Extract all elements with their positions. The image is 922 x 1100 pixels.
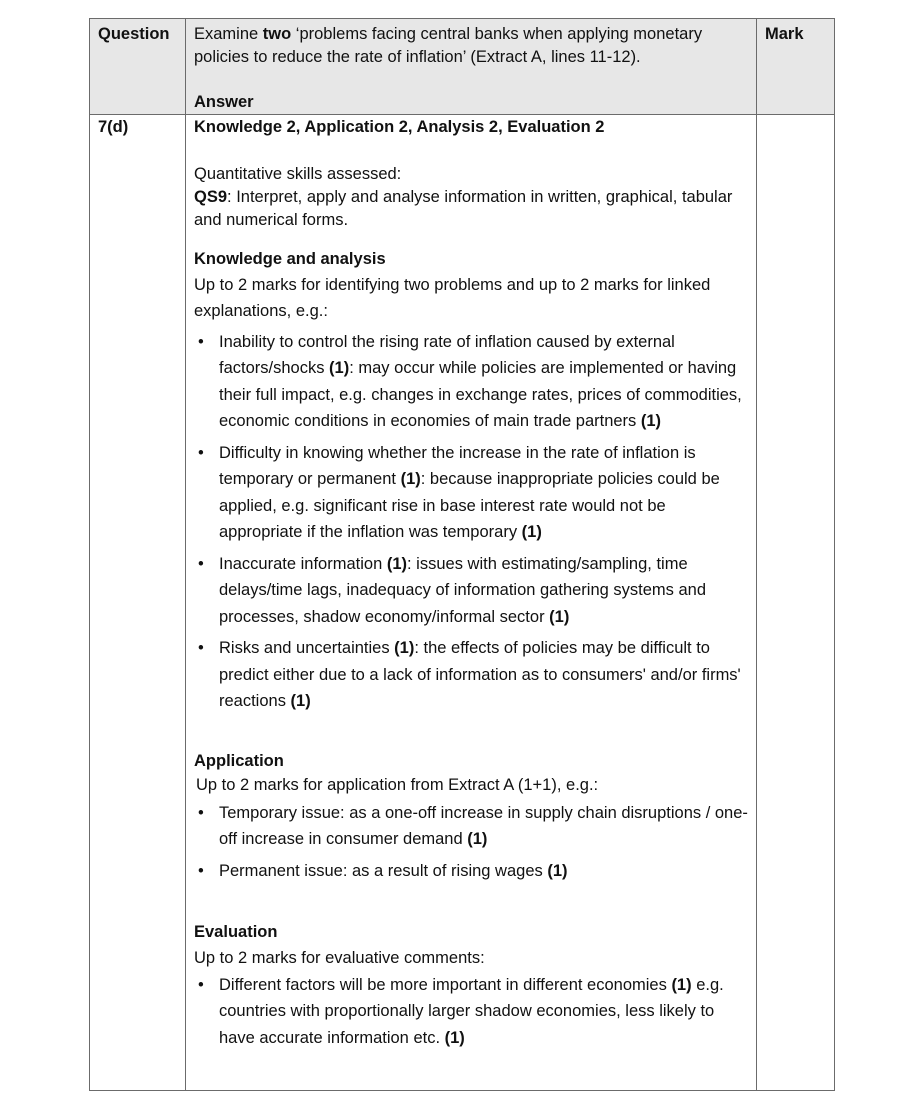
list-item [194,972,748,1052]
table-row [90,114,835,1090]
bullet-icon: • [198,803,204,822]
bullet-icon: • [198,443,204,462]
knowledge-analysis-intro: Up to 2 marks for identifying two problems and up to 2 marks for linked explanations, e.g.: [194,275,711,320]
bullet-text: Temporary issue: as a one-off increase in supply chain disruptions / one-off increase in consumer demand [219,803,748,848]
bullet-explanation: : because inappropriate policies could be applied, e.g. significant rise in base interest rate would not be appropriate if the inflation was temporary [219,470,720,541]
mark-badge: (1) [671,975,692,994]
bullet-icon: • [198,554,204,573]
answer-header-label: Answer [194,93,254,111]
list-item [194,329,748,435]
question-prompt [194,23,748,68]
question-number: 7(d) [98,117,129,136]
list-item [194,800,748,853]
qs-description: : Interpret, apply and analyse information in written, graphical, tabular and numerical forms. [194,187,733,229]
mark-badge: (1) [521,523,542,541]
evaluation-title: Evaluation [194,923,278,941]
question-number-cell [90,114,186,1090]
application-title: Application [194,751,284,770]
mark-badge: (1) [290,692,311,710]
evaluation-list [194,972,748,1052]
list-item [194,440,748,546]
mark-header-label: Mark [765,25,804,43]
question-prompt-cell [186,19,757,115]
bullet-text: e.g. countries with proportionally larger shadow economies, less likely to have accurate information etc. [219,975,724,1047]
question-column-header [90,19,186,115]
knowledge-analysis-section [194,246,748,715]
mark-column-header [757,19,835,115]
mark-badge: (1) [400,470,421,488]
mark-badge: (1) [549,607,570,626]
mark-cell [757,114,835,1090]
application-list [194,800,748,885]
evaluation-section [194,919,748,1051]
knowledge-analysis-title: Knowledge and analysis [194,249,386,268]
bullet-lead: Risks and uncertainties [219,639,395,657]
bullet-explanation: : may occur while policies are implemented or having their full impact, e.g. changes in exchange rates, prices of commodities, economic conditions in economies of main trade partners [219,359,742,430]
bullet-icon: • [198,975,204,994]
question-prompt-suffix: ‘problems facing central banks when applying monetary policies to reduce the rate of inflation’ (Extract A, lines 11-12). [194,25,703,66]
answer-cell [186,114,757,1090]
bullet-lead: Inability to control the rising rate of inflation caused by external factors/shocks [219,332,675,377]
evaluation-intro: Up to 2 marks for evaluative comments: [194,949,485,967]
mark-badge: (1) [640,412,662,430]
mark-badge: (1) [444,1028,465,1047]
bullet-icon: • [198,639,204,657]
mark-badge: (1) [467,830,488,848]
mark-allocation: Knowledge 2, Application 2, Analysis 2, Evaluation 2 [194,117,605,136]
mark-badge: (1) [547,861,568,880]
list-item [194,858,748,885]
list-item [194,635,748,715]
bullet-text: Different factors will be more important in different economies [219,975,672,994]
qs-code: QS9 [194,187,228,206]
question-prompt-prefix: Examine [194,25,263,43]
application-intro: Up to 2 marks for application from Extract A (1+1), e.g.: [196,775,599,794]
knowledge-analysis-list [194,329,748,715]
qs-statement [194,186,748,232]
bullet-lead: Difficulty in knowing whether the increase in the rate of inflation is temporary or permanent [219,443,696,488]
bullet-icon: • [198,332,204,351]
quant-skills-label: Quantitative skills assessed: [194,164,402,183]
bullet-icon: • [198,861,204,880]
mark-badge: (1) [329,359,350,377]
table-header-row [90,19,835,115]
bullet-text: Permanent issue: as a result of rising wages [219,861,548,880]
mark-scheme-table [89,18,835,1091]
bullet-explanation: : the effects of policies may be difficult to predict either due to a lack of information as to consumers' and/or firms' reactions [219,639,741,710]
bullet-lead: Inaccurate information [219,554,387,573]
application-section [194,750,748,885]
mark-value [757,115,834,119]
list-item [194,551,748,631]
question-prompt-emphasis: two [262,25,292,43]
bullet-explanation: : issues with estimating/sampling, time delays/time lags, inadequacy of information gathering systems and processes, shadow economy/informal sector [219,554,707,626]
mark-badge: (1) [394,639,415,657]
mark-badge: (1) [386,554,408,573]
question-header-label: Question [98,25,170,43]
